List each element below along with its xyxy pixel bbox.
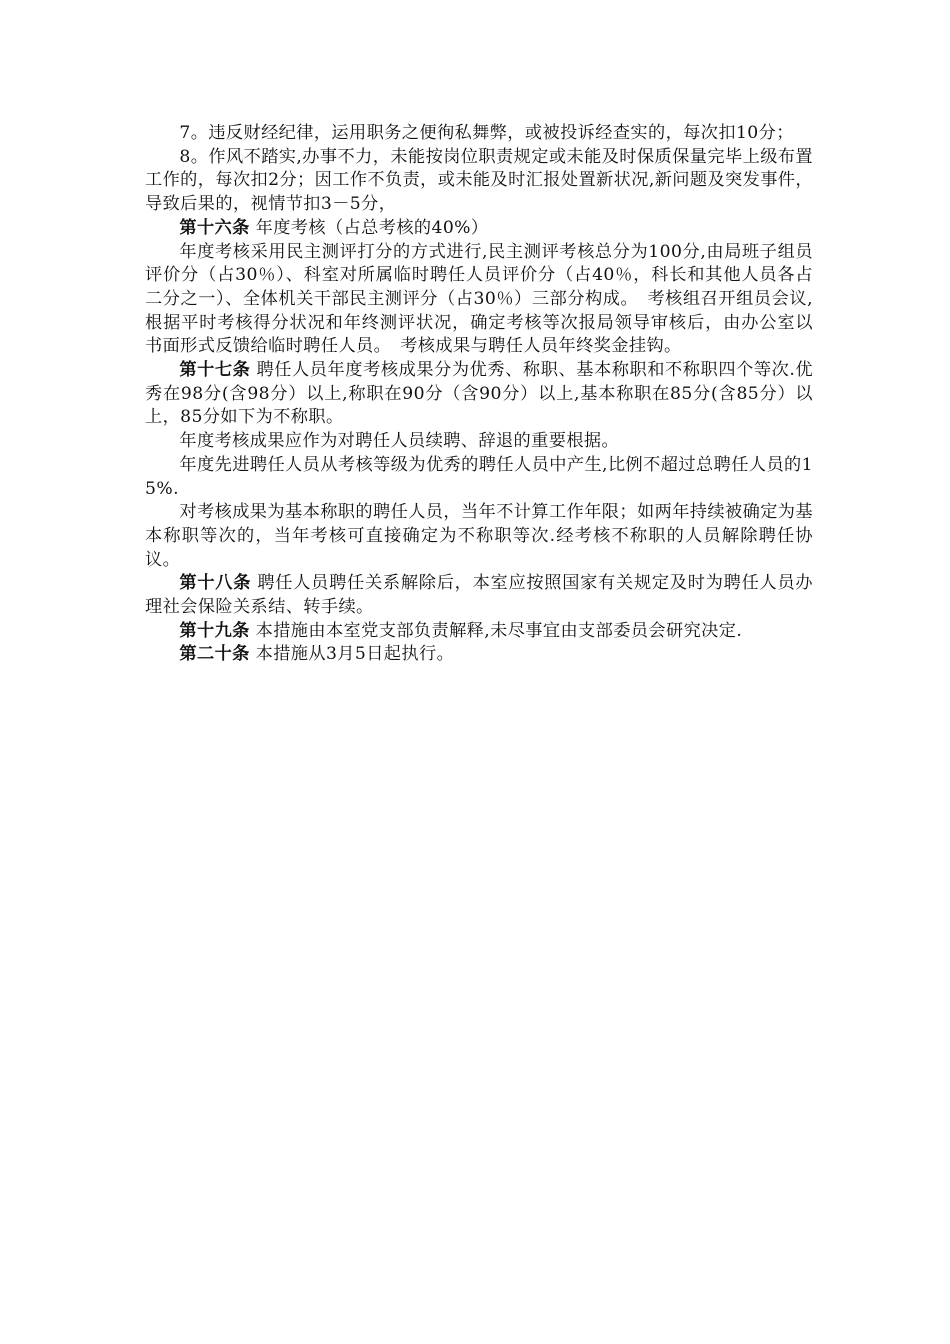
- paragraph-text: 年度考核成果应作为对聘任人员续聘、辞退的重要根据。: [179, 431, 620, 452]
- paragraph-text: 年度先进聘任人员从考核等级为优秀的聘任人员中产生,比例不超过总聘任人员的15%.: [145, 454, 813, 499]
- article-text: 本措施从3月5日起执行。: [249, 644, 455, 665]
- paragraph-renewal-basis: [145, 430, 813, 454]
- paragraph-text: 7。违反财经纪律，运用职务之便徇私舞弊，或被投诉经查实的，每次扣10分；: [179, 123, 794, 143]
- article-text: 聘任人员聘任关系解除后，本室应按照国家有关规定及时为聘任人员办理社会保险关系结、转手续。: [145, 573, 813, 618]
- article-text: 年度考核（占总考核的40%）: [249, 217, 489, 238]
- article-18: [145, 572, 813, 619]
- article-number: 第十六条: [179, 217, 250, 238]
- article-17: [145, 359, 813, 430]
- paragraph-text: 对考核成果为基本称职的聘任人员，当年不计算工作年限；如两年持续被确定为基本称职等次的，当年考核可直接确定为不称职等次.经考核不称职的人员解除聘任协议。: [145, 502, 813, 570]
- paragraph-item-8: [145, 146, 813, 217]
- paragraph-annual-assessment: [145, 241, 813, 360]
- paragraph-text: 8。作风不踏实,办事不力，未能按岗位职责规定或未能及时保质保量完毕上级布置工作的，每次扣2分；因工作不负责，或未能及时汇报处置新状况,新问题及突发事件，导致后果的，视情节扣3－5分，: [145, 146, 813, 215]
- article-number: 第十九条: [179, 620, 250, 641]
- paragraph-advanced-staff: [145, 454, 813, 501]
- article-text: 本措施由本室党支部负责解释,未尽事宜由支部委员会研究决定.: [249, 620, 743, 641]
- paragraph-item-7: [145, 122, 813, 146]
- article-16: [145, 217, 813, 241]
- document-page: [145, 122, 813, 667]
- article-number: 第二十条: [179, 644, 250, 665]
- article-number: 第十八条: [179, 573, 252, 594]
- paragraph-text: 年度考核采用民主测评打分的方式进行,民主测评考核总分为100分,由局班子组员评价分（占30％）、科室对所属临时聘任人员评价分（占40％，科长和其他人员各占二分之一）、全体机关干部民主测评分（占30％）三部分构成。 考核组召开组员会议,根据平时考核得分状况和年终测评状况，确定考核等次报局领导审核后，由办公室以书面形式反馈给临时聘任人员。 考核成果与聘任人员年终奖金挂钩。: [145, 241, 813, 357]
- article-20: [145, 643, 813, 667]
- article-text: 聘任人员年度考核成果分为优秀、称职、基本称职和不称职四个等次.优秀在98分(含98分）以上,称职在90分（含90分）以上,基本称职在85分(含85分）以上，85分如下为不称职。: [145, 360, 813, 428]
- paragraph-basic-competent: [145, 501, 813, 572]
- article-number: 第十七条: [179, 360, 251, 381]
- article-19: [145, 620, 813, 644]
